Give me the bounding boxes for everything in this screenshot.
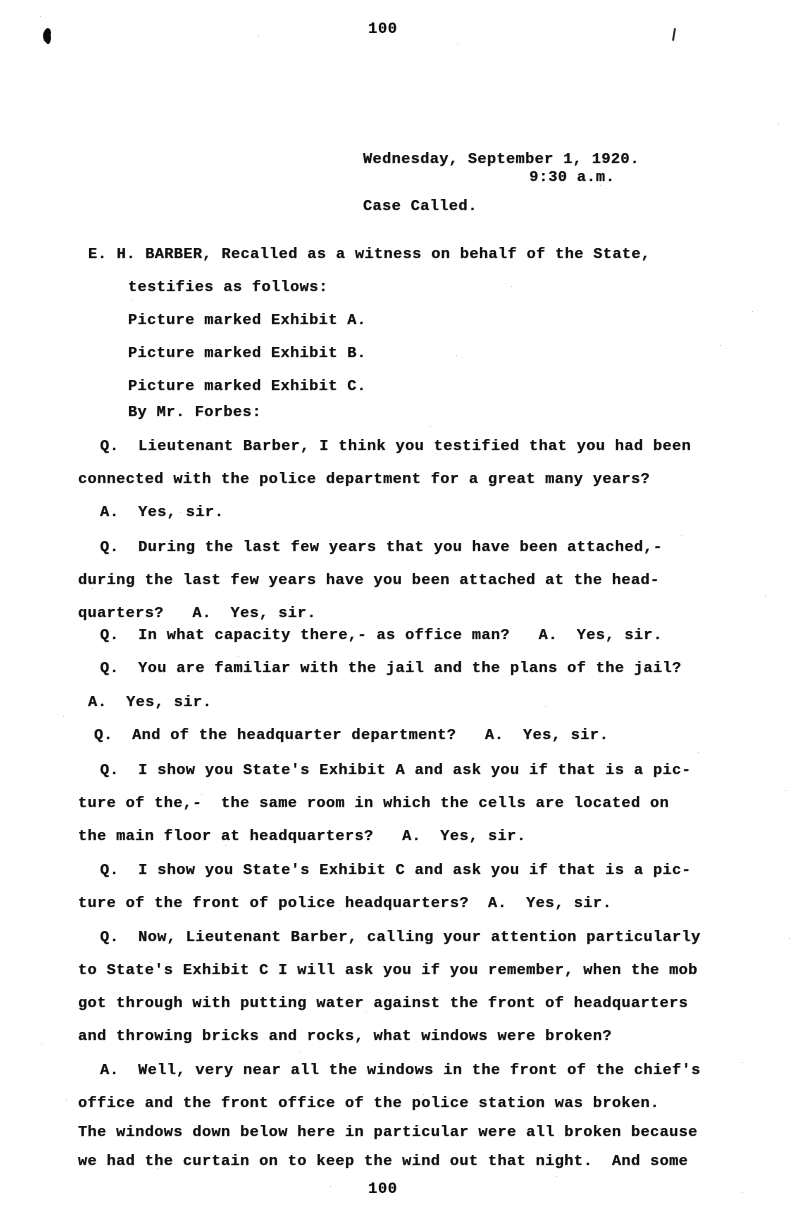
page-number-bottom: 100 xyxy=(368,1180,398,1198)
scan-speck xyxy=(66,1100,67,1101)
scan-speck xyxy=(41,1044,42,1045)
scan-speck xyxy=(778,124,779,125)
transcript-line: the main floor at headquarters? A. Yes, sir. xyxy=(78,827,527,845)
scan-speck xyxy=(330,1186,331,1187)
scan-speck xyxy=(681,535,682,536)
scan-speck xyxy=(225,845,226,846)
transcript-line: Q. In what capacity there,- as office man? A. Yes, sir. xyxy=(100,626,663,644)
hearing-time-line: 9:30 a.m. xyxy=(529,168,615,186)
transcript-line: Q. And of the headquarter department? A. Yes, sir. xyxy=(94,726,609,744)
transcript-line: A. Yes, sir. xyxy=(88,693,212,711)
hearing-date-line: Wednesday, September 1, 1920. xyxy=(363,150,640,168)
scan-speck xyxy=(430,426,431,427)
ink-blot-mark xyxy=(44,29,50,40)
scan-speck xyxy=(556,1176,557,1177)
scan-speck xyxy=(63,716,64,717)
page-number-top: 100 xyxy=(368,20,398,38)
scan-speck xyxy=(456,355,457,356)
transcript-line: Q. You are familiar with the jail and the plans of the jail? xyxy=(100,659,682,677)
scan-speck xyxy=(789,938,790,939)
transcript-line: Q. Lieutenant Barber, I think you testified that you had been xyxy=(100,437,692,455)
scan-speck xyxy=(457,43,458,44)
transcript-line: Q. Now, Lieutenant Barber, calling your attention particularly xyxy=(100,928,701,946)
scan-speck xyxy=(258,36,259,37)
scan-speck xyxy=(752,311,753,312)
pen-stroke-mark xyxy=(672,28,676,41)
transcript-line: to State's Exhibit C I will ask you if you remember, when the mob xyxy=(78,961,698,979)
scan-speck xyxy=(765,595,766,596)
transcript-line: we had the curtain on to keep the wind out that night. And some xyxy=(78,1152,689,1170)
transcript-line: The windows down below here in particular were all broken because xyxy=(78,1123,698,1141)
transcript-line: got through with putting water against the front of headquarters xyxy=(78,994,689,1012)
scan-speck xyxy=(40,16,41,17)
transcript-line: Q. I show you State's Exhibit A and ask you if that is a pic- xyxy=(100,761,692,779)
witness-line: testifies as follows: xyxy=(128,278,329,296)
scan-speck xyxy=(300,1052,301,1053)
transcript-line: Q. During the last few years that you have been attached,- xyxy=(100,538,663,556)
transcript-line: Q. I show you State's Exhibit C and ask you if that is a pic- xyxy=(100,861,692,879)
transcript-line: A. Yes, sir. xyxy=(100,503,224,521)
scan-speck xyxy=(698,752,699,753)
transcript-line: ture of the front of police headquarters? A. Yes, sir. xyxy=(78,894,612,912)
scan-speck xyxy=(742,1062,743,1063)
exhibit-line: Picture marked Exhibit A. xyxy=(128,311,367,329)
witness-line: E. H. BARBER, Recalled as a witness on behalf of the State, xyxy=(88,245,651,263)
exhibit-line: Picture marked Exhibit B. xyxy=(128,344,367,362)
scan-speck xyxy=(511,286,512,287)
scan-speck xyxy=(785,790,786,791)
exhibit-line: Picture marked Exhibit C. xyxy=(128,377,367,395)
scan-speck xyxy=(132,299,133,300)
examiner-line: By Mr. Forbes: xyxy=(128,403,262,421)
transcript-line: A. Well, very near all the windows in the front of the chief's xyxy=(100,1061,701,1079)
transcript-line: during the last few years have you been attached at the head- xyxy=(78,571,660,589)
scan-speck xyxy=(238,656,239,657)
transcript-line: and throwing bricks and rocks, what windows were broken? xyxy=(78,1027,612,1045)
scan-speck xyxy=(720,345,721,346)
scan-speck xyxy=(545,706,546,707)
transcript-line: quarters? A. Yes, sir. xyxy=(78,604,317,622)
transcript-line: office and the front office of the police station was broken. xyxy=(78,1094,660,1112)
scan-speck xyxy=(742,1192,743,1193)
scan-speck xyxy=(366,1012,367,1013)
transcript-line: connected with the police department for a great many years? xyxy=(78,470,651,488)
transcript-line: ture of the,- the same room in which the cells are located on xyxy=(78,794,670,812)
case-called-line: Case Called. xyxy=(363,197,478,215)
